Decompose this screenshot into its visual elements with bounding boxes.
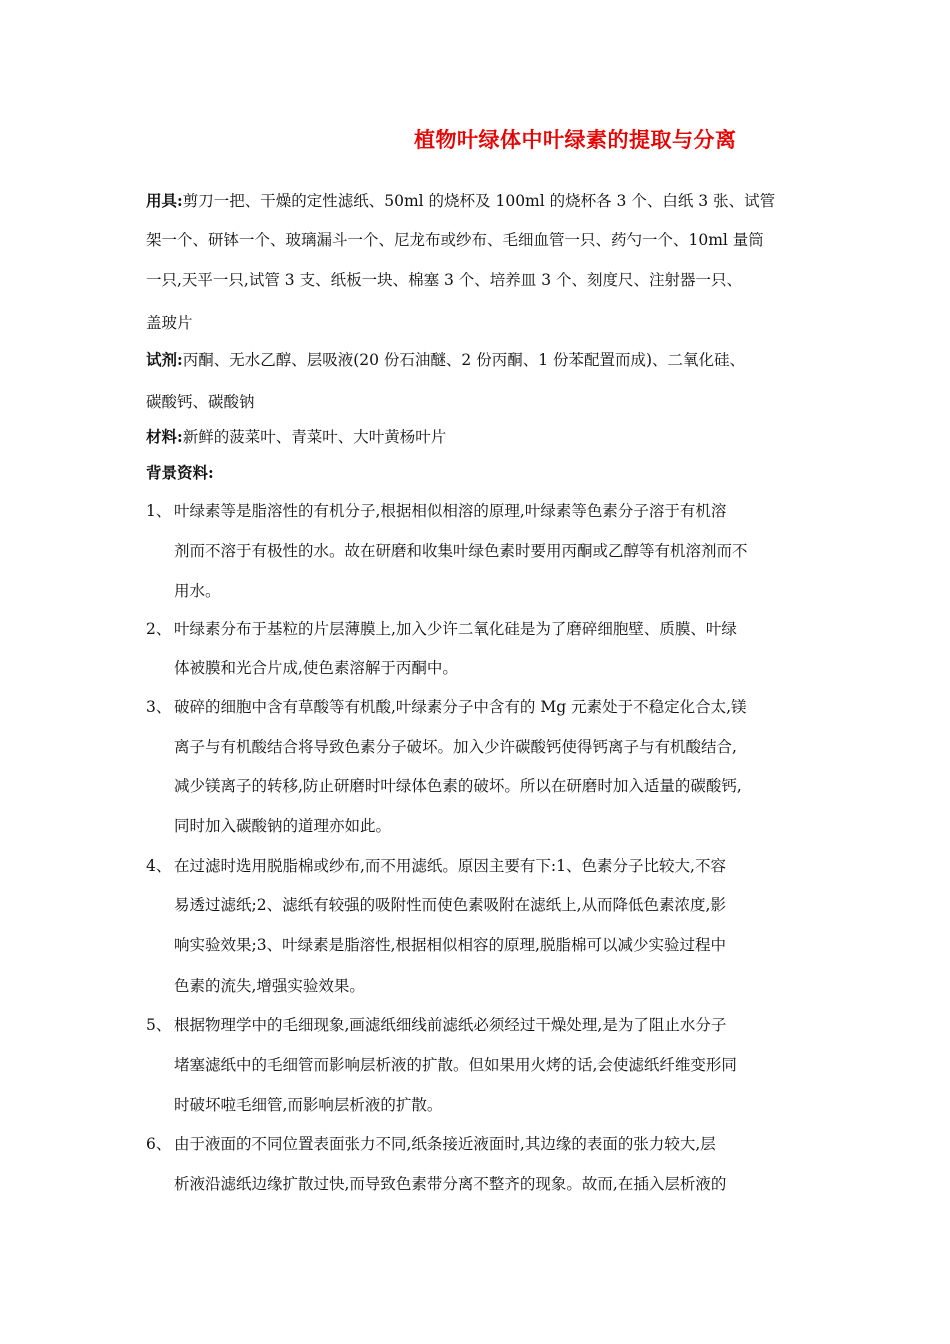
tools-line-1	[146, 190, 775, 212]
tools-label: 用具:	[146, 191, 183, 210]
item-3-line-3: 减少镁离子的转移,防止研磨时叶绿体色素的破坏。所以在研磨时加入适量的碳酸钙,	[174, 777, 742, 795]
item-5-line-2: 堵塞滤纸中的毛细管而影响层析液的扩散。但如果用火烤的话,会使滤纸纤维变形同	[174, 1056, 737, 1074]
item-1-line-1: 叶绿素等是脂溶性的有机分子,根据相似相溶的原理,叶绿素等色素分子溶于有机溶	[174, 502, 727, 520]
item-5-line-3: 时破坏啦毛细管,而影响层析液的扩散。	[174, 1096, 443, 1114]
item-2-number: 2、	[146, 620, 172, 638]
item-2-line-2: 体被膜和光合片成,使色素溶解于丙酮中。	[174, 659, 458, 677]
materials-text: 新鲜的菠菜叶、青菜叶、大叶黄杨叶片	[182, 428, 447, 446]
tools-line-3: 一只,天平一只,试管 3 支、纸板一块、棉塞 3 个、培养皿 3 个、刻度尺、注射器一只、	[146, 271, 743, 289]
tools-line-4: 盖玻片	[146, 314, 193, 332]
item-4-number: 4、	[146, 857, 172, 875]
item-3-number: 3、	[146, 698, 172, 716]
materials-line	[146, 426, 446, 448]
item-1-line-2: 剂而不溶于有极性的水。故在研磨和收集叶绿色素时要用丙酮或乙醇等有机溶剂而不	[174, 542, 748, 560]
item-1-line-3: 用水。	[174, 582, 221, 600]
item-4-line-3: 响实验效果;3、叶绿素是脂溶性,根据相似相容的原理,脱脂棉可以减少实验过程中	[174, 936, 726, 954]
tools-line-2: 架一个、研钵一个、玻璃漏斗一个、尼龙布或纱布、毛细血管一只、药勺一个、10ml 量筒	[146, 231, 764, 249]
item-5-number: 5、	[146, 1016, 172, 1034]
item-6-number: 6、	[146, 1135, 172, 1153]
item-3-line-1: 破碎的细胞中含有草酸等有机酸,叶绿素分子中含有的 Mg 元素处于不稳定化合太,镁	[174, 698, 747, 716]
materials-label: 材料:	[146, 427, 183, 446]
reagents-line-2: 碳酸钙、碳酸钠	[146, 393, 255, 411]
tools-text: 剪刀一把、干燥的定性滤纸、50ml 的烧杯及 100ml 的烧杯各 3 个、白纸 3 张、试管	[182, 192, 776, 210]
item-4-line-4: 色素的流失,增强实验效果。	[174, 977, 365, 995]
reagents-line-1	[146, 349, 745, 371]
item-4-line-1: 在过滤时选用脱脂棉或纱布,而不用滤纸。原因主要有下:1、色素分子比较大,不容	[174, 857, 726, 875]
reagents-label: 试剂:	[146, 350, 183, 369]
background-label: 背景资料:	[146, 463, 214, 482]
item-6-line-2: 析液沿滤纸边缘扩散过快,而导致色素带分离不整齐的现象。故而,在插入层析液的	[174, 1175, 727, 1193]
item-6-line-1: 由于液面的不同位置表面张力不同,纸条接近液面时,其边缘的表面的张力较大,层	[174, 1135, 716, 1153]
item-5-line-1: 根据物理学中的毛细现象,画滤纸细线前滤纸必须经过干燥处理,是为了阻止水分子	[174, 1016, 727, 1034]
item-3-line-4: 同时加入碳酸钠的道理亦如此。	[174, 817, 392, 835]
document-title: 植物叶绿体中叶绿素的提取与分离	[414, 127, 737, 152]
item-2-line-1: 叶绿素分布于基粒的片层薄膜上,加入少许二氧化硅是为了磨碎细胞壁、质膜、叶绿	[174, 620, 737, 638]
item-1-number: 1、	[146, 502, 172, 520]
item-3-line-2: 离子与有机酸结合将导致色素分子破坏。加入少许碳酸钙使得钙离子与有机酸结合,	[174, 738, 737, 756]
item-4-line-2: 易透过滤纸;2、滤纸有较强的吸附性而使色素吸附在滤纸上,从而降低色素浓度,影	[174, 896, 726, 914]
reagents-text: 丙酮、无水乙醇、层吸液(20 份石油醚、2 份丙酮、1 份苯配置而成)、二氧化硅、	[182, 351, 746, 369]
